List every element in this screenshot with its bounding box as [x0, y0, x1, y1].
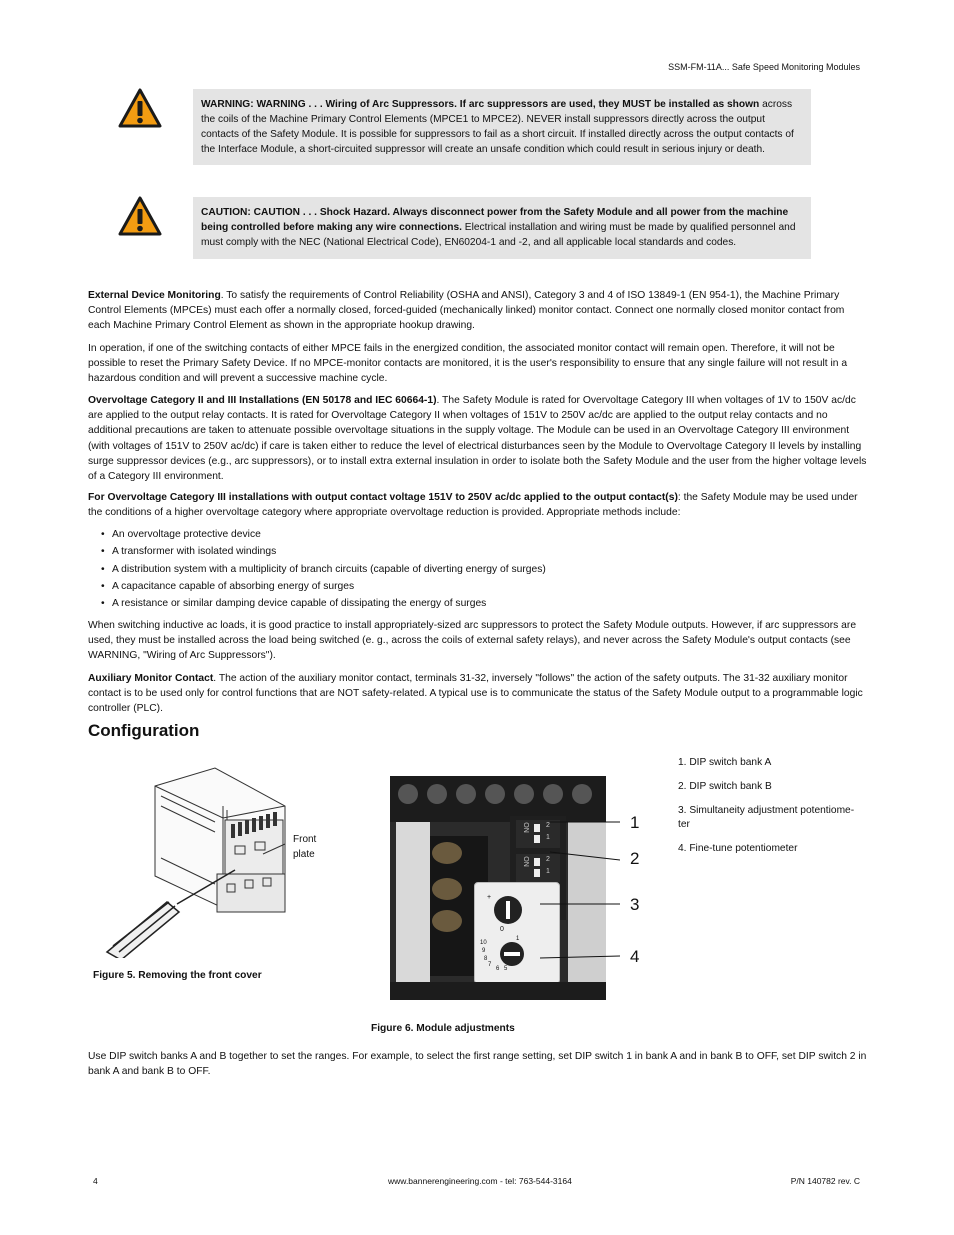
fine-tune-potentiometer[interactable]	[500, 942, 524, 966]
cat3-heading: For Overvoltage Category III installations with output contact voltage 151V to 250V ac/dc applied to the output contact(s)	[88, 492, 678, 503]
figure6-caption: Figure 6. Module adjustments	[371, 1023, 515, 1034]
footer-part-number: P/N 140782 rev. C	[790, 1176, 860, 1186]
methods-list	[100, 526, 546, 612]
cat3-text: : the Safety Module may be used under the conditions of a higher overvoltage category where appropriate overvoltage reduction is provided. Appropriate methods include:	[88, 492, 858, 519]
list-item: • A distribution system with a multiplicity of branch circuits (capable of diverting energy of surges)	[100, 561, 546, 578]
aux-text: . The action of the auxiliary monitor contact, terminals 31-32, inversely "follows" the action of the safety outputs. The 31-32 auxiliary monitor contact is to be used only for control functions that are NOT safety-related. A typical use is to communicate the status of the Safety Module output to a programmable logic controller (PLC).	[88, 673, 863, 715]
edm-text: . To satisfy the requirements of Control Reliability (OSHA and ANSI), Category 3 and 4 of ISO 13849-1 (EN 954-1), the Machine Primary Control Elements (MPCEs) must each offer a normally closed, forced-guided (mechanically linked) monitor contact. Connect one normally closed monitor contact from each Machine Primary Control Element as shown in the appropriate hookup drawing.	[88, 290, 845, 332]
legend-item: 1. DIP switch bank A	[678, 757, 772, 768]
closing-paragraph: Use DIP switch banks A and B together to set the ranges. For example, to select the first range setting, set DIP switch 1 in bank A and in bank B to OFF, set DIP switch 2 in bank A and bank B to OFF.	[88, 1051, 867, 1078]
warning-text: across the coils of the Machine Primary Control Elements (MPCE1 to MPCE2). NEVER install suppressors directly across the output contacts of the Safety Module. It is possible for suppressors to fail as a short circuit. If installed directly across the output contacts of the Interface Module, a short-circuited suppressor will create an unsafe condition which could result in serious injury or death.	[201, 99, 794, 155]
warning-triangle-icon	[118, 88, 162, 128]
terminal-screw-icon	[572, 784, 592, 804]
footer-contact: www.bannerengineering.com - tel: 763-544-3164	[388, 1176, 572, 1186]
overvoltage-paragraph	[88, 393, 868, 484]
list-item: • A capacitance capable of absorbing energy of surges	[100, 578, 546, 595]
terminal-screw-icon	[456, 784, 476, 804]
figure5-caption: Figure 5. Removing the front cover	[93, 970, 262, 981]
caution-bold: CAUTION: CAUTION . . . Shock Hazard. Always disconnect power from the Safety Module and all power from the machine being controlled before making any wire connections.	[201, 207, 789, 233]
edm-paragraph	[88, 288, 868, 334]
caution-triangle-icon	[118, 196, 162, 236]
callout-4: 4	[630, 947, 640, 966]
configuration-heading: Configuration	[88, 721, 200, 740]
terminal-screw-icon	[427, 784, 447, 804]
overvoltage-heading: Overvoltage Category II and III Installations (EN 50178 and IEC 60664-1)	[88, 395, 437, 406]
page-number: 4	[93, 1176, 98, 1186]
dip-switch-bank-b[interactable]: ON 2 1	[516, 854, 560, 882]
list-item: • An overvoltage protective device	[100, 526, 546, 543]
terminal-screw-icon	[514, 784, 534, 804]
edm-heading: External Device Monitoring	[88, 290, 221, 301]
module-adjustments-photo: ON 2 1 ON 2 1 + 0 10 9 8 7 6 5 1	[390, 776, 606, 1000]
callout-lines	[540, 810, 620, 970]
overvoltage-text: . The Safety Module is rated for Overvoltage Category III when voltages of 1V to 150V ac/dc are applied to the output relay contacts. It is rated for Overvoltage Category II when voltages of 151V to 250V ac/dc are applied to the output relay contacts and no additional precautions are taken to attenuate possible overvoltage situations in the supply voltage. The Module can be used in an Overvoltage Category III environment (with voltages of 151V to 250V ac/dc) if care is taken either to reduce the level of electrical disturbances seen by the Module to Overvoltage Category II levels by installing surge suppressor devices (e.g., arc suppressors), or to install extra external insulation in order to isolate both the Safety Module and the user from the higher voltage levels of a Category III environment.	[88, 395, 867, 483]
warning-bold: WARNING: WARNING . . . Wiring of Arc Suppressors. If arc suppressors are used, they MUST be installed as shown	[201, 99, 760, 110]
figure6-legend	[678, 756, 858, 866]
caution-box	[193, 197, 811, 259]
terminal-screw-icon	[543, 784, 563, 804]
legend-item: 3. Simultaneity adjustment potentiome-ter	[678, 805, 855, 830]
terminal-screw-icon	[485, 784, 505, 804]
cat3-paragraph	[88, 490, 868, 520]
dip-switch-bank-a[interactable]: ON 2 1	[516, 820, 560, 848]
callout-3: 3	[630, 895, 640, 914]
warning-box	[193, 89, 811, 165]
aux-heading: Auxiliary Monitor Contact	[88, 673, 214, 684]
legend-item: 2. DIP switch bank B	[678, 781, 772, 792]
doc-header-title: SSM-FM-11A... Safe Speed Monitoring Modules	[668, 62, 860, 72]
operation-paragraph: In operation, if one of the switching contacts of either MPCE fails in the energized condition, the associated monitor contact will remain open. Therefore, it will not be possible to reset the Primary Safety Device. If no MPCE-monitor contacts are monitored, it is the user's responsibility to ensure that any single failure will not result in a hazardous condition and will prevent a successive machine cycle.	[88, 343, 848, 385]
front-plate-label: Front plate	[293, 834, 317, 860]
aux-paragraph	[88, 671, 868, 717]
terminal-screw-icon	[398, 784, 418, 804]
removing-front-cover-figure	[95, 766, 295, 958]
list-item: • A transformer with isolated windings	[100, 543, 546, 560]
callout-1: 1	[630, 813, 640, 832]
inductive-paragraph: When switching inductive ac loads, it is good practice to install appropriately-sized arc suppressors to protect the Safety Module outputs. However, if arc suppressors are used, they must be installed across the load being switched (e. g., across the coils of external safety relays), and never across the Safety Module's output contacts (see WARNING, "Wiring of Arc Suppressors").	[88, 620, 857, 662]
legend-item: 4. Fine-tune potentiometer	[678, 843, 798, 854]
callout-2: 2	[630, 849, 640, 868]
simultaneity-potentiometer[interactable]	[494, 896, 522, 924]
caution-text: Electrical installation and wiring must be made by qualified personnel and must comply with the NEC (National Electrical Code), EN60204-1 and -2, and all applicable local standards and codes.	[201, 222, 796, 248]
list-item: • A resistance or similar damping device capable of dissipating the energy of surges	[100, 595, 546, 612]
